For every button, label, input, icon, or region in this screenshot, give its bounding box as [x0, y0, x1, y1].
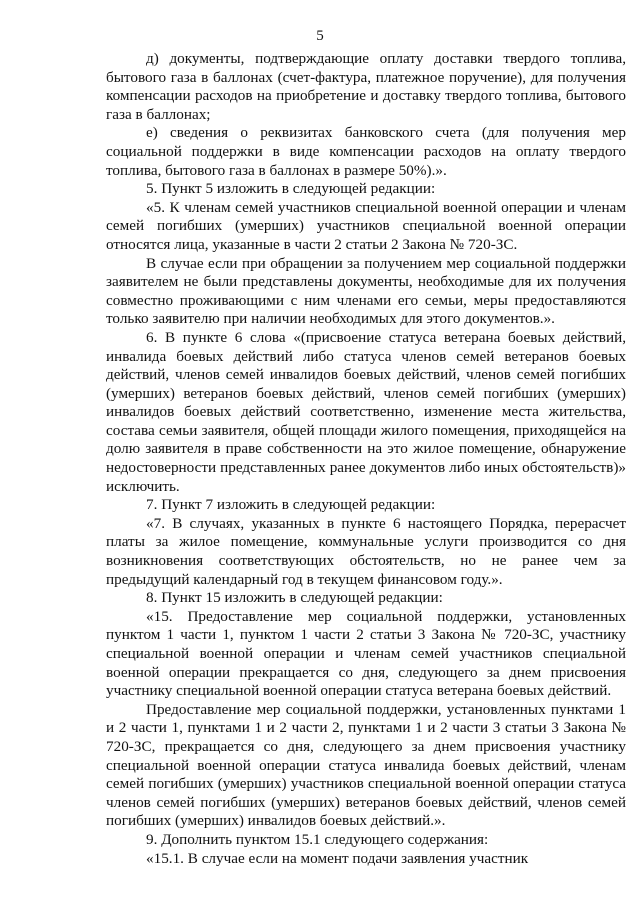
paragraph-item-5-text-2: В случае если при обращении за получением мер социальной поддержки заявителем не были представлены документы, необходимые для их получения совместно проживающими с ним членами его семьи, меры предоставляются только заявителю при наличии необходимых для этого документов.».	[106, 254, 626, 328]
paragraph-item-7: 7. Пункт 7 изложить в следующей редакции:	[146, 496, 436, 514]
paragraph-item-9: 9. Дополнить пунктом 15.1 следующего содержания:	[146, 830, 489, 848]
paragraph-item-15-1-text: «15.1. В случае если на момент подачи заявления участник	[146, 849, 529, 867]
paragraph-d: д) документы, подтверждающие оплату доставки твердого топлива, бытового газа в баллонах (счет-фактура, платежное поручение), для получения компенсации расходов на приобретение и доставку твердого топлива, бытового газа в баллонах;	[106, 50, 626, 123]
document-body	[106, 50, 626, 868]
paragraph-item-6: 6. В пункте 6 слова «(присвоение статуса ветерана боевых действий, инвалида боевых действий либо статуса членов семей ветеранов боевых действий, членов семей инвалидов боевых действий, членов семей погибших (умерших) ветеранов боевых действий, членов семей погибших (умерших) инвалидов боевых действий соответственно, изменение места жительства, состава семьи заявителя, общей площади жилого помещения, приходящейся на долю заявителя в праве собственности на это жилое помещение, обнаружение недостоверности представленных ранее документов либо иных обстоятельств)» исключить.	[106, 328, 626, 495]
paragraph-item-5-text: «5. К членам семей участников специальной военной операции и членам семей погибших (умерших) участников специальной военной операции относятся лица, указанные в части 2 статьи 2 Закона № 720-ЗС.	[106, 198, 626, 253]
paragraph-item-15-text: «15. Предоставление мер социальной поддержки, установленных пунктом 1 части 1, пунктом 1 части 2 статьи 3 Закона № 720-ЗС, участнику специальной военной операции и членам семей участников специальной военной операции прекращается со дня, следующего за днем присвоения участнику специальной военной операции статуса ветерана боевых действий.	[106, 607, 626, 700]
paragraph-item-5: 5. Пункт 5 изложить в следующей редакции:	[146, 180, 436, 198]
paragraph-item-7-text: «7. В случаях, указанных в пункте 6 настоящего Порядка, перерасчет платы за жилое помещение, коммунальные услуги производится со дня возникновения соответствующих обстоятельств, но не ранее чем за предыдущий календарный год в текущем финансовом году.».	[106, 514, 626, 588]
paragraph-item-8: 8. Пункт 15 изложить в следующей редакции:	[146, 589, 443, 607]
paragraph-e: е) сведения о реквизитах банковского счета (для получения мер социальной поддержки в виде компенсации расходов на оплату твердого топлива, бытового газа в баллонах в размере 50%).».	[106, 124, 626, 179]
paragraph-item-15-text-2: Предоставление мер социальной поддержки, установленных пунктами 1 и 2 части 1, пунктами 1 и 2 части 2, пунктами 1 и 2 части 3 статьи 3 Закона № 720-ЗС, прекращается со дня, следующего за днем присвоения участнику специальной военной операции статуса инвалида боевых действий, членам семей погибших (умерших) участников специальной военной операции статуса членов семей погибших (умерших) ветеранов боевых действий, членов семей погибших (умерших) инвалидов боевых действий.».	[106, 700, 626, 830]
page-number: 5	[316, 28, 324, 44]
